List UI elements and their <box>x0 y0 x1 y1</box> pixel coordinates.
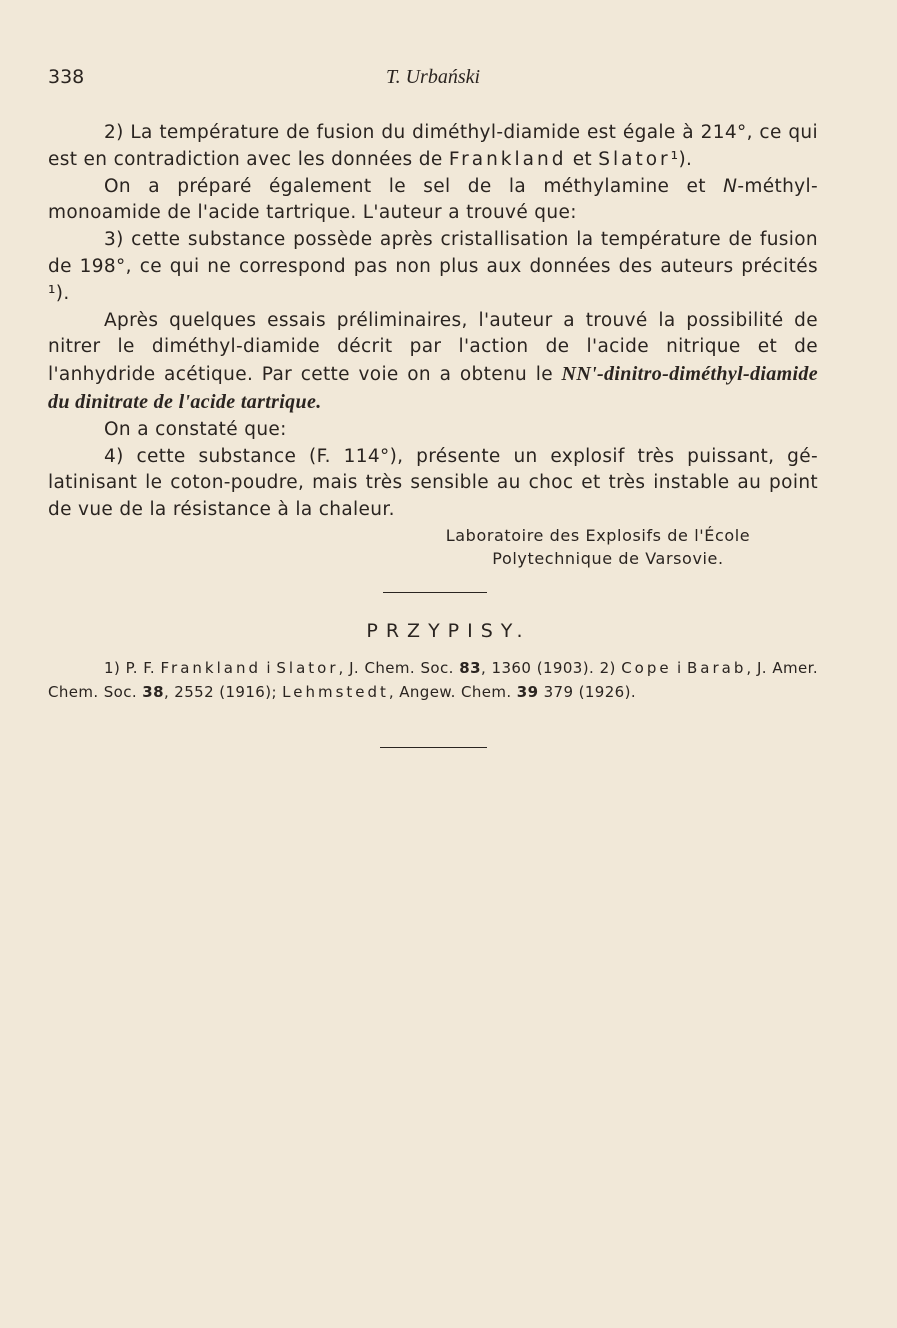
signature-line-2: Polytechnique de Varsovie. <box>492 548 724 568</box>
compound-name: NN'-dinitro-diméthyl-diamide du dinitrate de l'acide tartrique. <box>48 363 818 413</box>
italic-symbol: N <box>723 175 738 197</box>
note-text: i <box>261 659 277 677</box>
paragraph-text: 2) La température de fusion du diméthyl-diamide est égale à 214°, ce qui est en contradiction avec les données de <box>48 122 818 170</box>
page-number: 338 <box>48 66 85 88</box>
paragraph-crystallisation: 3) cette substance possède après cristallisation la température de fusion de 198°, ce qui ne correspond pas non plus aux données des auteurs précités ¹). <box>48 229 818 304</box>
note-text: i <box>671 659 687 677</box>
divider-top <box>383 592 487 593</box>
paragraph-melting-point <box>48 120 818 174</box>
author-name: Frankland <box>160 659 261 677</box>
note-text: , Angew. Chem. <box>388 683 517 701</box>
author-name: Barab <box>687 659 747 677</box>
running-head: T. Urbański <box>385 66 481 88</box>
author-name: Lehmstedt <box>282 683 389 701</box>
paragraph-explosive: 4) cette substance (F. 114°), présente un explosif très puissant, gé-latinisant le coton-poudre, mais très sensible au choc et très instable au point de vue de la résistance à la chaleur. <box>48 445 818 521</box>
note-text: 1) P. F. <box>104 659 161 677</box>
paragraph-text: On a préparé également le sel de la méthylamine et <box>104 175 724 197</box>
note-text: , J. Chem. Soc. <box>338 659 460 677</box>
note-text: , J. Amer. Chem. Soc. <box>48 659 819 701</box>
paragraph-text: -méthyl-monoamide de l'acide tartrique. L'auteur a trouvé que: <box>48 175 818 224</box>
article-body <box>48 120 818 570</box>
paragraph-text: et <box>566 148 599 170</box>
author-name: Slator <box>276 659 339 677</box>
paragraph-salt <box>48 174 818 228</box>
note-text: , 2552 (1916); <box>163 683 283 701</box>
volume-number: 83 <box>459 659 481 677</box>
footnote-ref: ¹). <box>670 148 693 170</box>
footnotes <box>48 656 818 704</box>
note-text: , 1360 (1903). 2) <box>480 659 622 677</box>
author-name: Frankland <box>448 148 567 170</box>
volume-number: 38 <box>142 683 164 701</box>
paragraph-text: Après quelques essais préliminaires, l'auteur a trouvé la possibilité de nitrer le diméthyl-diamide décrit par l'action de l'acide nitrique et de l'anhydride acétique. Par cette voie on a obtenu le <box>48 309 818 386</box>
paragraph-constat: On a constaté que: <box>104 418 287 440</box>
divider-bottom <box>380 747 487 748</box>
page-header <box>48 66 818 96</box>
author-name: Cope <box>621 659 672 677</box>
footnote-text <box>48 656 818 704</box>
paragraph-nitration <box>48 308 818 417</box>
notes-title: PRZYPISY. <box>366 620 531 642</box>
volume-number: 39 <box>516 683 539 701</box>
signature-line-1: Laboratoire des Explosifs de l'École <box>445 525 751 545</box>
author-name: Slator <box>598 148 671 170</box>
note-text: 379 (1926). <box>538 683 637 701</box>
